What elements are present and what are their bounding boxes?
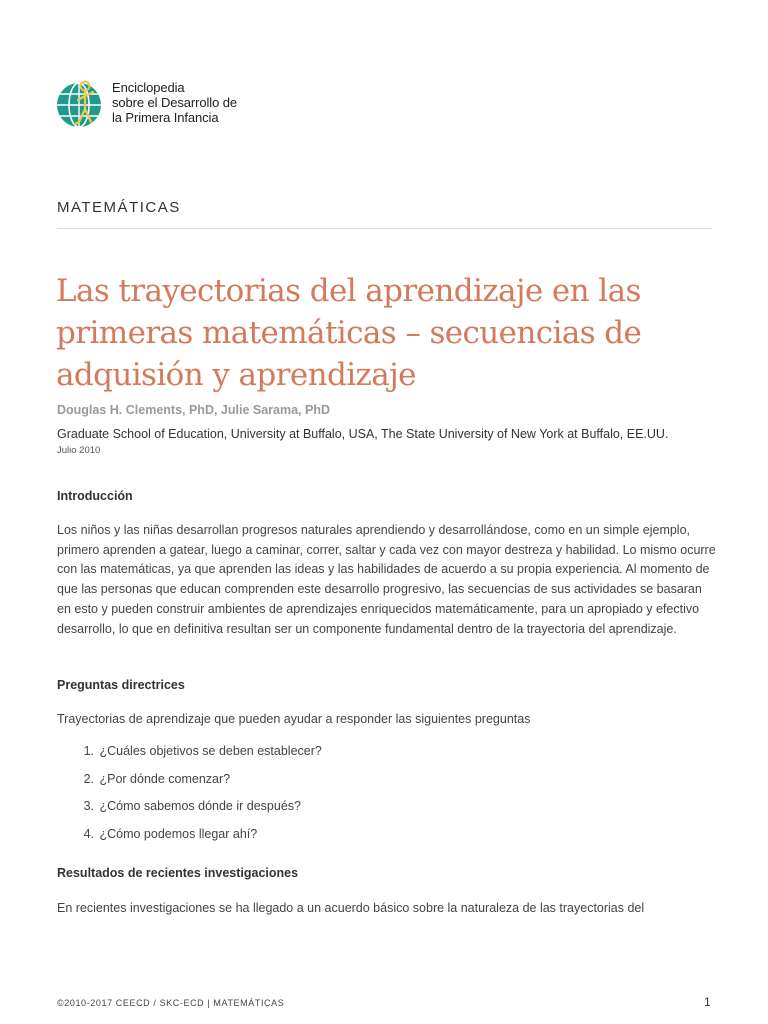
list-item [57, 772, 322, 800]
list-text: ¿Cuáles objetivos se deben establecer? [99, 744, 322, 758]
research-heading: Resultados de recientes investigaciones [57, 866, 299, 880]
document-title: Las trayectorias del aprendizaje en las primeras matemáticas – secuencias de adquisión y aprendizaje [56, 273, 642, 393]
section-label: MATEMÁTICAS [57, 199, 181, 216]
publication-date: Julio 2010 [57, 445, 101, 456]
logo-line: la Primera Infancia [112, 110, 219, 125]
intro-heading: Introducción [57, 489, 133, 503]
list-number: 3. [83, 799, 94, 813]
encyclopedia-logo [55, 76, 295, 136]
list-text: ¿Cómo podemos llegar ahí? [99, 826, 258, 841]
authors: Douglas H. Clements, PhD, Julie Sarama, PhD [57, 403, 330, 417]
questions-heading: Preguntas directrices [57, 678, 185, 692]
list-item [57, 744, 322, 772]
page-number: 1 [704, 995, 711, 1009]
logo-line: sobre el Desarrollo de [112, 95, 237, 110]
list-text: ¿Cómo sabemos dónde ir después? [99, 799, 301, 813]
questions-list [57, 744, 322, 854]
logo-line: Enciclopedia [112, 80, 185, 95]
list-item [57, 799, 322, 827]
list-number: 4. [83, 826, 94, 841]
globe-child-icon [55, 76, 107, 136]
logo-wordmark [112, 80, 237, 125]
header-divider [57, 228, 712, 229]
questions-intro: Trayectorias de aprendizaje que pueden ayudar a responder las siguientes preguntas [57, 712, 531, 726]
research-paragraph: En recientes investigaciones se ha llegado a un acuerdo básico sobre la naturaleza de las trayectorias del [57, 901, 645, 915]
list-text: ¿Por dónde comenzar? [99, 771, 231, 786]
list-item [57, 827, 322, 855]
page-footer: ©2010-2017 CEECD / SKC-ECD | MATEMÁTICAS [57, 998, 285, 1008]
intro-paragraph: Los niños y las niñas desarrollan progresos naturales aprendiendo y desarrollándose, como en un simple ejemplo, primero aprenden a gatear, luego a caminar, correr, saltar y cada vez con mayor destreza y habilidad. Lo mismo ocurre con las matemáticas, ya que aprenden las ideas y las habilidades de acuerdo a su propia experiencia. Al momento de que las personas que educan comprenden este desarrollo progresivo, las secuencias de sus actividades se basaran en esto y pueden construir ambientes de aprendizajes enriquecidos matemáticamente, para un apropiado y efectivo desarrollo, lo que en definitiva resultan ser un componente fundamental dentro de la trayectoria del aprendizaje. [57, 523, 716, 636]
list-number: 2. [83, 771, 94, 786]
affiliation: Graduate School of Education, University at Buffalo, USA, The State University of New York at Buffalo, EE.UU. [57, 427, 669, 441]
list-number: 1. [83, 744, 94, 758]
